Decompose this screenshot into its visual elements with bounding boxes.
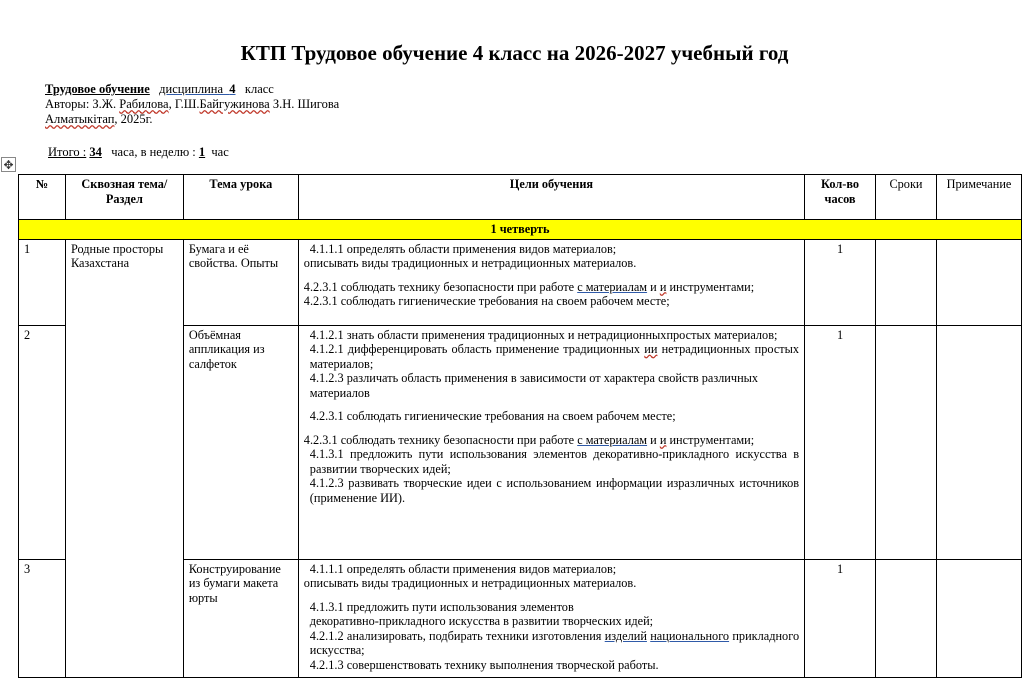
learning-goals: 4.1.1.1 определять области применения видов материалов; описывать виды традиционных и нетрадиционных материалов. 4.2.3.1 соблюдать технику безопасности при работе с материалам и и инструментами; 4.2.3.1 соблюдать гигиенические требования на своем рабочем месте; xyxy=(298,239,804,325)
quarter-label: 1 четверть xyxy=(19,220,1022,240)
ktp-table xyxy=(18,174,1022,678)
learning-goals: 4.1.2.1 знать области применения традиционных и нетрадиционныхпростых материалов; 4.1.2.1 дифференцировать область применение традиционных ии нетрадиционных простых материалов; 4.1.2.3 различать область применения в зависимости от характера свойств различных материалов 4.2.3.1 соблюдать гигиенические требования на своем рабочем месте; 4.2.3.1 соблюдать технику безопасности при работе с материалам и и инструментами; 4.1.3.1 предложить пути использования элементов декоративно-прикладного искусства в развитии творческих идей; 4.1.2.3 развивать творческие идеи с использованием информации изразличных источников (применение ИИ). xyxy=(298,325,804,559)
header-dates: Сроки xyxy=(876,175,937,220)
dates-cell[interactable] xyxy=(876,559,937,677)
hours-count: 1 xyxy=(805,559,876,677)
hours-count: 1 xyxy=(805,239,876,325)
section-cell: Родные просторы Казахстана xyxy=(65,239,183,677)
row-number: 2 xyxy=(19,325,66,559)
authors-line: Авторы: З.Ж. Рабилова, Г.Ш.Байгужинова З.Н. Шигова xyxy=(45,97,340,111)
lesson-topic: Объёмная аппликация из салфеток xyxy=(183,325,298,559)
grade-label: класс xyxy=(244,82,274,96)
hours-label: часа, в неделю : xyxy=(111,145,196,159)
header-num: № xyxy=(19,175,66,220)
hours-summary xyxy=(48,145,229,160)
row-number: 3 xyxy=(19,559,66,677)
subject-line xyxy=(45,82,339,97)
table-header-row xyxy=(19,175,1022,220)
header-section: Сквозная тема/ Раздел xyxy=(65,175,183,220)
weekly-hours: 1 xyxy=(198,145,206,159)
lesson-topic: Конструирование из бумаги макета юрты xyxy=(183,559,298,677)
document-title: КТП Трудовое обучение 4 класс на 2026-2027 учебный год xyxy=(240,41,789,65)
header-topic: Тема урока xyxy=(183,175,298,220)
hours-count: 1 xyxy=(805,325,876,559)
notes-cell[interactable] xyxy=(936,239,1021,325)
total-hours: 34 xyxy=(89,145,102,159)
table-move-handle-icon[interactable]: ✥ xyxy=(1,157,16,172)
dates-cell[interactable] xyxy=(876,325,937,559)
total-label: Итого : xyxy=(48,145,87,159)
notes-cell[interactable] xyxy=(936,559,1021,677)
learning-goals: 4.1.1.1 определять области применения видов материалов; описывать виды традиционных и нетрадиционных материалов. 4.1.3.1 предложить пути использования элементов декоративно-прикладного искусства в развитии творческих идей; 4.2.1.2 анализировать, подбирать техники изготовления изделий национального прикладного искусства; 4.2.1.3 совершенствовать технику выполнения творческой работы. xyxy=(298,559,804,677)
header-goals: Цели обучения xyxy=(298,175,804,220)
quarter-row xyxy=(19,220,1022,240)
discipline-label: дисциплина 4 xyxy=(159,82,236,96)
publisher-line: Алматыкітап, 2025г. xyxy=(45,112,153,126)
table-row xyxy=(19,239,1022,325)
notes-cell[interactable] xyxy=(936,325,1021,559)
document-meta xyxy=(45,82,339,127)
row-number: 1 xyxy=(19,239,66,325)
week-unit: час xyxy=(211,145,229,159)
dates-cell[interactable] xyxy=(876,239,937,325)
header-hours: Кол-во часов xyxy=(805,175,876,220)
lesson-topic: Бумага и её свойства. Опыты xyxy=(183,239,298,325)
header-notes: Примечание xyxy=(936,175,1021,220)
subject-name: Трудовое обучение xyxy=(45,82,150,96)
